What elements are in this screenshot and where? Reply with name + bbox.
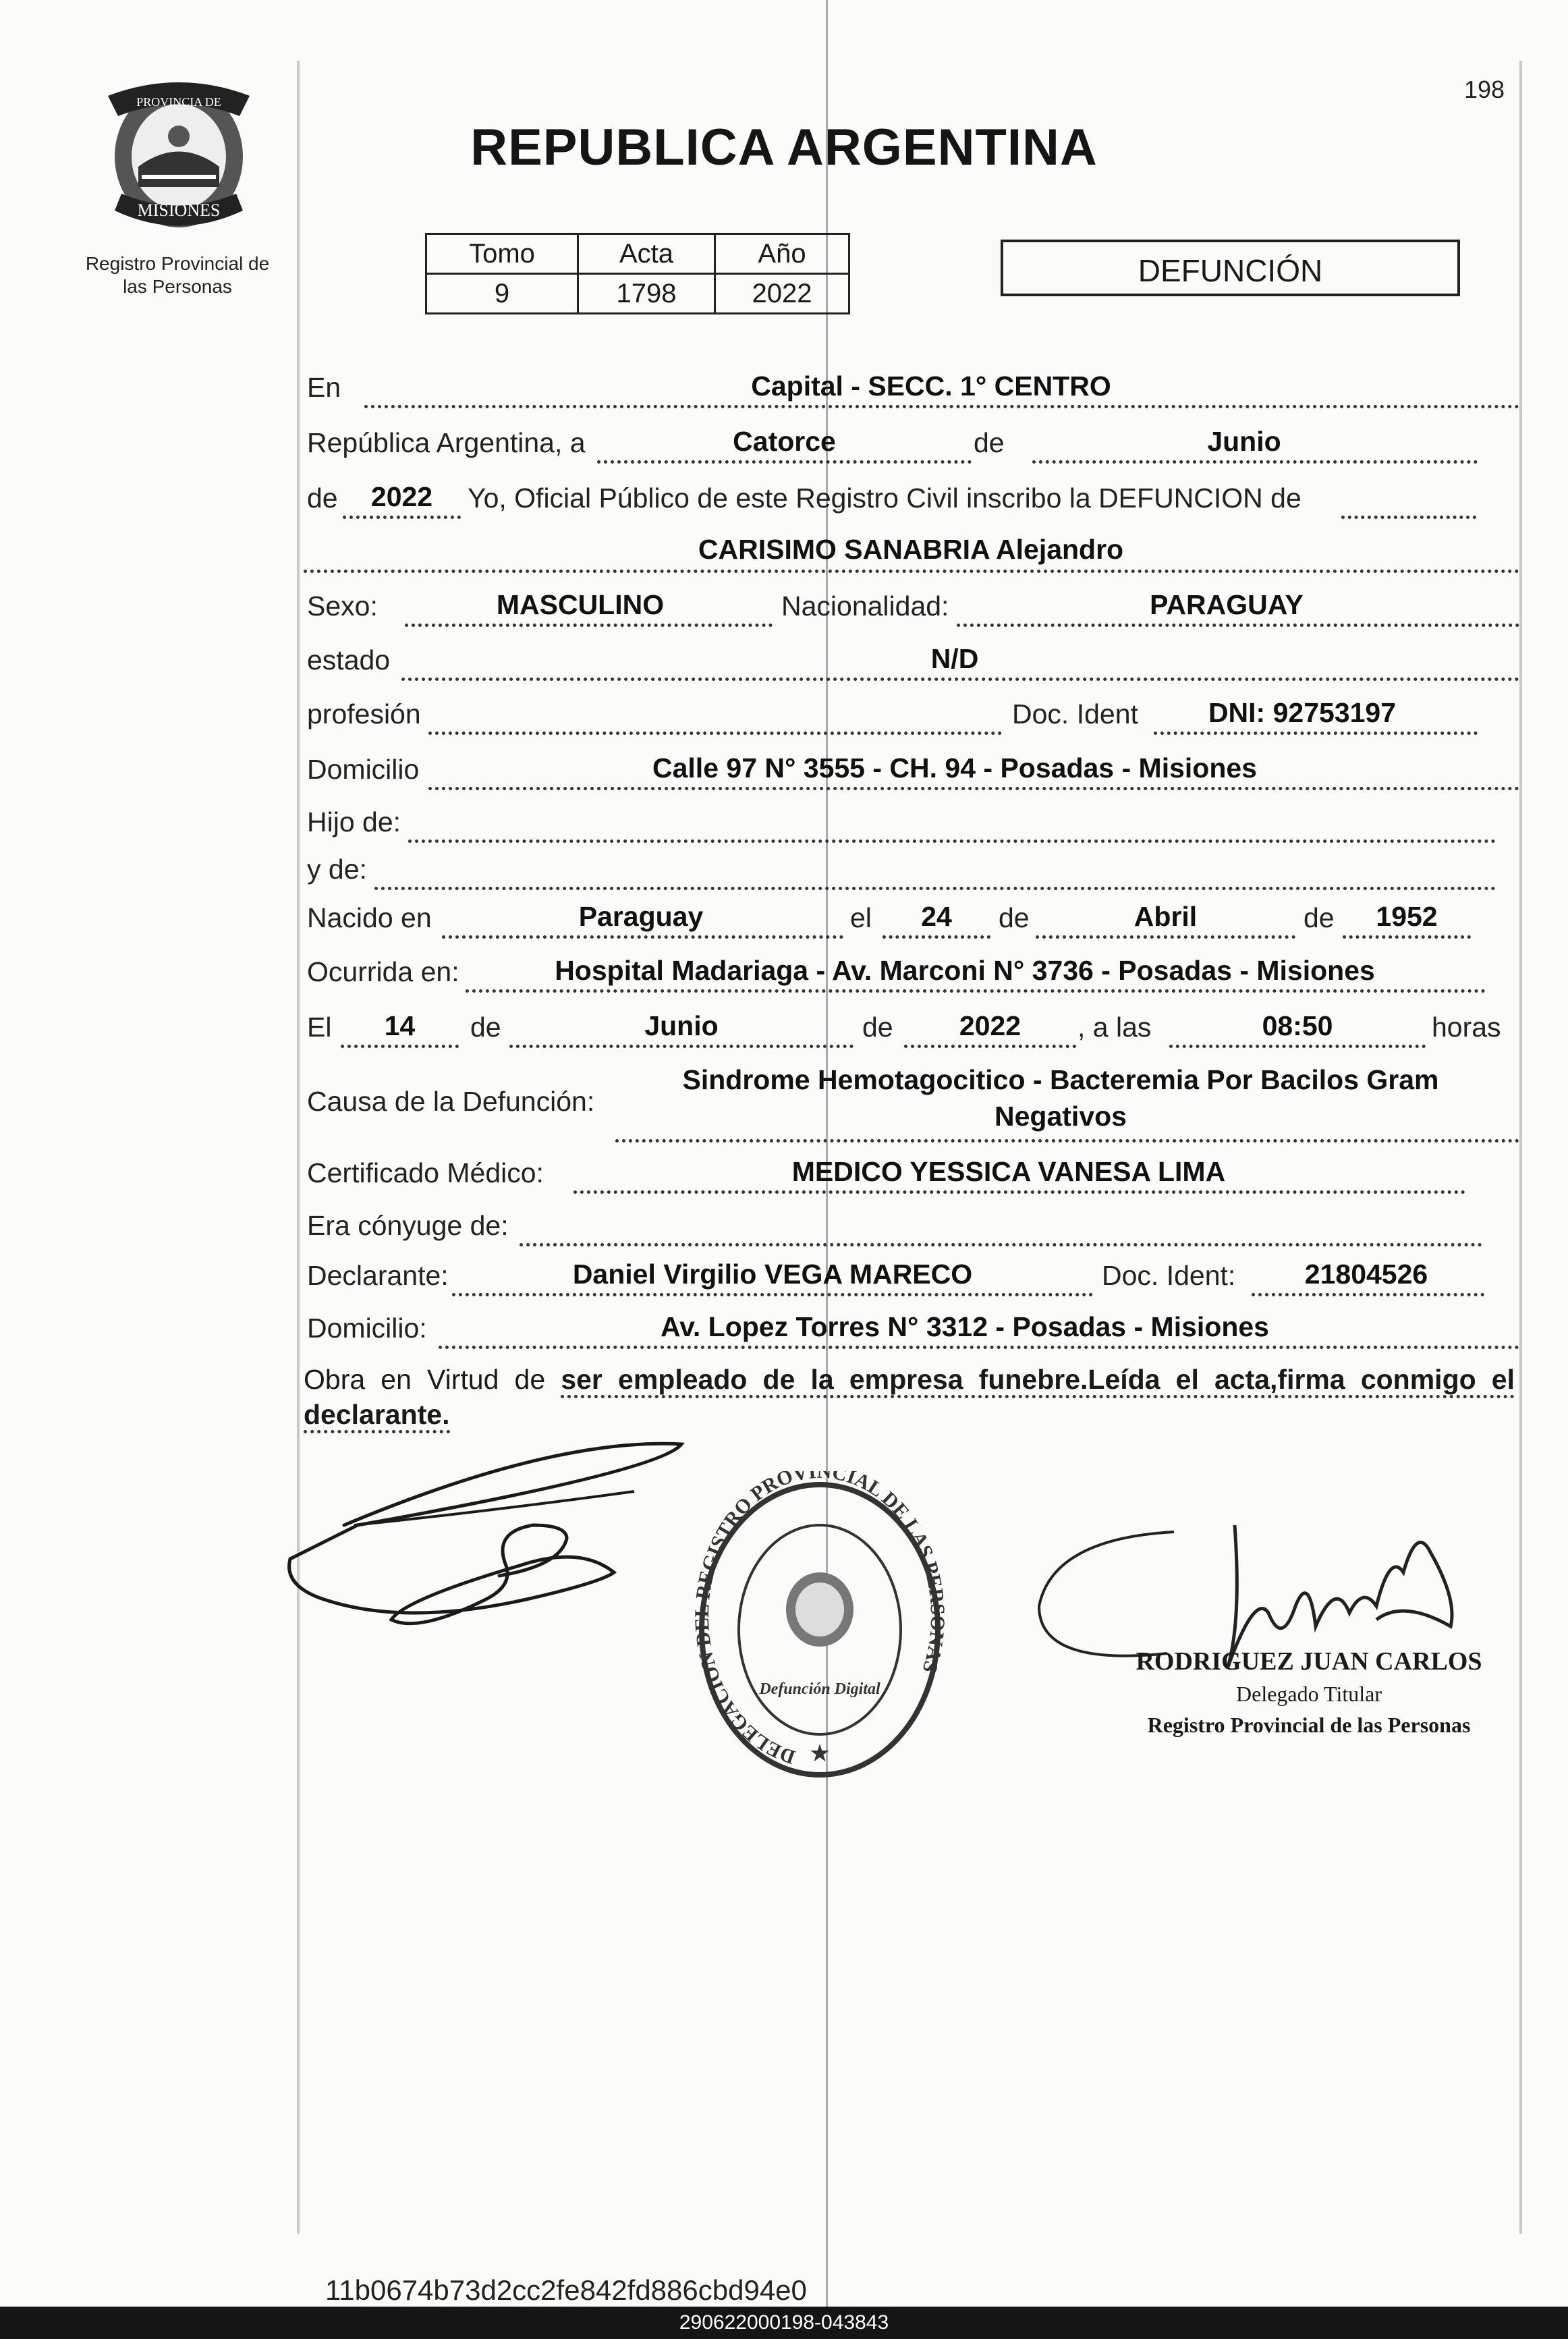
republica-label: República Argentina, a [307,427,586,458]
center-fold-line [826,0,828,2307]
hijo-dotline [408,840,1496,843]
inscribe-dotline [1341,516,1476,519]
nacionalidad-label: Nacionalidad: [781,590,949,622]
sexo-label: Sexo: [307,590,378,622]
doc-ident-value: DNI: 92753197 [1208,697,1397,728]
sexo-value: MASCULINO [496,589,665,620]
obra-label: Obra en Virtud de [304,1364,546,1395]
page-title: REPUBLICA ARGENTINA [470,119,1098,176]
estado-value: N/D [930,643,979,674]
de-label-death2: de [862,1012,893,1043]
declarante-label: Declarante: [307,1260,449,1291]
left-margin-line [297,61,300,2234]
yde-dotline [374,887,1496,890]
registry-label: Registro Provincial de las Personas [85,253,270,297]
official-org: Registro Provincial de las Personas [1147,1713,1471,1737]
declarante-dotline [452,1293,1093,1296]
death-day-dotline [341,1045,459,1048]
estado-dotline [401,678,1519,681]
ocurrida-value: Hospital Madariaga - Av. Marconi N° 3736 - Posadas - Misiones [555,955,1375,986]
obra-value: ser empleado de la empresa funebre.Leída el acta,firma conmigo el declarante. [304,1364,1515,1433]
day-dotline [597,460,972,464]
stamp-ring-text: DELEGACION EGISTRO PROVINCIAL DE LAS PE AS [695,1471,945,1769]
horas-label: horas [1432,1012,1501,1043]
nacionalidad-value: PARAGUAY [1150,589,1304,620]
nacido-value: Paraguay [578,901,704,932]
birth-year-value: 1952 [1376,901,1438,932]
profesion-label: profesión [307,698,421,730]
death-time-value: 08:50 [1262,1010,1333,1041]
en-dotline [364,405,1519,408]
en-label: En [307,372,341,403]
El-label: El [307,1012,332,1043]
conyuge-label: Era cónyuge de: [307,1210,509,1241]
death-year-value: 2022 [959,1010,1021,1041]
record-table [425,233,850,314]
declarant-signature [283,1431,702,1640]
sexo-dotline [405,624,773,627]
declarante-doc-dotline [1252,1293,1484,1296]
stamp-inner-text: Defunción Digital [759,1680,880,1698]
footer-bar [0,2307,1568,2339]
doc-ident-label: Doc. Ident [1012,698,1138,730]
certificado-label: Certificado Médico: [307,1157,544,1188]
death-year-dotline [904,1045,1076,1048]
year-dotline [343,516,461,519]
domicilio-label: Domicilio [307,754,420,785]
official-name: RODRIGUEZ JUAN CARLOS [1136,1647,1482,1676]
de-label-death1: de [470,1012,501,1043]
causa-dotline [615,1139,1519,1143]
de-label-year: de [307,483,338,514]
record-type-box: DEFUNCIÓN [1001,240,1460,296]
record-value-ano: 2022 [715,274,849,314]
ocurrida-label: Ocurrida en: [307,956,459,987]
a-las-label: , a las [1077,1012,1152,1043]
death-time-dotline [1169,1045,1426,1048]
causa-label: Causa de la Defunción: [307,1086,595,1117]
domicilio-dotline [428,787,1519,790]
domicilio-value: Calle 97 N° 3555 - CH. 94 - Posadas - Misiones [652,752,1257,783]
nacido-label: Nacido en [307,902,432,933]
document-hash: 11b0674b73d2cc2fe842fd886cbd94e0 [325,2274,807,2306]
stamp-star-icon: ★ [808,1739,831,1767]
de-label: de [974,427,1005,458]
right-margin-line [1519,61,1522,2234]
inscribe-text: Yo, Oficial Público de este Registro Civil inscribo la DEFUNCION de [468,483,1301,514]
death-day-value: 14 [384,1010,416,1041]
en-value: Capital - SECC. 1° CENTRO [751,370,1111,402]
day-words-value: Catorce [733,426,836,457]
record-header-tomo: Tomo [426,234,578,274]
name-dotline [304,570,1519,573]
ocurrida-dotline [466,989,1486,993]
declarante-doc-value: 21804526 [1304,1259,1428,1290]
death-month-value: Junio [644,1010,719,1041]
official-stamp [695,1471,945,1788]
certificado-dotline [573,1190,1465,1194]
record-value-tomo: 9 [426,274,578,314]
declarante-doc-label: Doc. Ident: [1102,1260,1236,1291]
record-header-acta: Acta [578,234,715,274]
nacido-dotline [442,935,843,939]
domicilio2-value: Av. Lopez Torres N° 3312 - Posadas - Misiones [661,1311,1269,1342]
declarante-value: Daniel Virgilio VEGA MARECO [572,1259,973,1290]
de-label-birth2: de [1304,902,1335,933]
emblem-text-top: PROVINCIA DE [136,95,221,109]
record-header-ano: Año [715,234,849,274]
causa-line2: Negativos [995,1101,1127,1132]
el-label: el [850,902,872,933]
hijo-label: Hijo de: [307,806,401,837]
domicilio2-dotline [439,1346,1519,1349]
estado-label: estado [307,644,391,676]
birth-day-value: 24 [921,901,952,932]
official-title: Delegado Titular [1236,1682,1382,1706]
obra-paragraph [304,1362,1515,1432]
birth-month-value: Abril [1133,901,1198,932]
month-dotline [1032,460,1478,464]
profesion-dotline [428,732,1002,735]
causa-line1: Sindrome Hemotagocitico - Bacteremia Por Bacilos Gram [682,1064,1439,1095]
birth-day-dotline [883,935,990,939]
deceased-name: CARISIMO SANABRIA Alejandro [698,534,1124,565]
record-value-acta: 1798 [578,274,715,314]
barcode-text: 290622000198-043843 [679,2311,889,2334]
nacionalidad-dotline [957,624,1519,627]
year-value: 2022 [370,481,433,512]
certificado-value: MEDICO YESSICA VANESA LIMA [791,1156,1226,1187]
doc-ident-dotline [1154,732,1478,735]
yde-label: y de: [307,854,367,885]
domicilio2-label: Domicilio: [307,1313,427,1344]
emblem-text-bottom: MISIONES [137,200,221,220]
de-label-birth1: de [999,902,1030,933]
death-month-dotline [509,1045,853,1048]
month-value: Junio [1207,426,1281,457]
conyuge-dotline [520,1243,1482,1246]
birth-month-dotline [1036,935,1295,939]
birth-year-dotline [1343,935,1471,939]
page-number: 198 [1464,76,1505,103]
